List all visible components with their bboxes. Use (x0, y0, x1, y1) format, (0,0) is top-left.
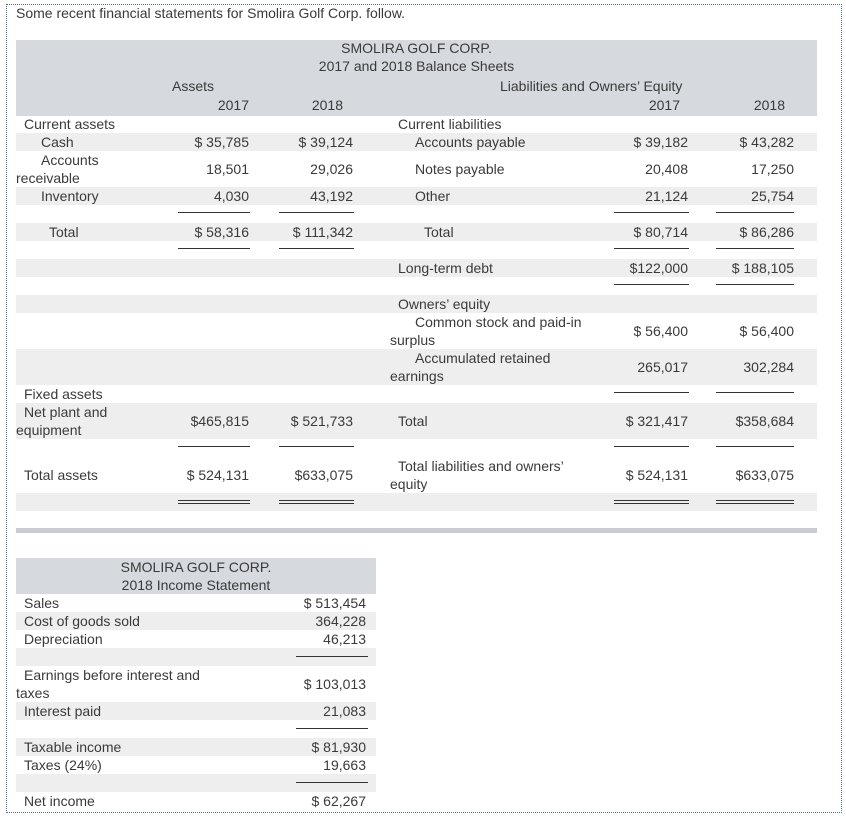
long-term-debt-2018: $ 188,105 (731, 260, 794, 276)
section-divider (16, 528, 817, 533)
cash-2018: $ 39,124 (298, 134, 353, 150)
accounts-receivable-label-2: receivable (16, 170, 80, 186)
notes-payable-label: Notes payable (415, 161, 505, 177)
current-liabilities-label: Current liabilities (398, 116, 502, 132)
sales-label: Sales (24, 595, 60, 611)
accounts-receivable-label-1: Accounts (41, 152, 99, 168)
current-assets-total-2018: $ 111,342 (292, 224, 353, 240)
net-plant-equipment-2018: $ 521,733 (290, 413, 353, 429)
balance-sheet-company: SMOLIRA GOLF CORP. (341, 40, 492, 56)
common-stock-2018: $ 56,400 (739, 323, 794, 339)
cash-2017: $ 35,785 (194, 134, 249, 150)
owners-equity-label: Owners’ equity (398, 296, 491, 312)
total-liabilities-equity-2018: $633,075 (735, 467, 794, 483)
total-assets-label: Total assets (24, 467, 98, 483)
inventory-label: Inventory (41, 188, 99, 204)
depreciation-value: 46,213 (323, 631, 366, 647)
common-stock-label-1: Common stock and paid-in (415, 314, 582, 330)
other-2017: 21,124 (645, 188, 688, 204)
liab-year-2018: 2018 (753, 97, 785, 113)
current-assets-label: Current assets (24, 116, 116, 132)
net-income-label: Net income (24, 793, 95, 809)
taxes-label: Taxes (24%) (24, 757, 102, 773)
total-liabilities-equity-label: Total liabilities and owners’ equity (390, 458, 564, 492)
current-liabilities-total-2017: $ 80,714 (633, 224, 688, 240)
other-label: Other (415, 188, 451, 204)
taxable-income-value: $ 81,930 (311, 739, 366, 755)
ebit-label: Earnings before interest and taxes (16, 667, 200, 701)
accounts-payable-label: Accounts payable (415, 134, 526, 150)
owners-equity-total-2018: $358,684 (735, 413, 794, 429)
current-assets-total-label: Total (49, 224, 79, 240)
long-term-debt-label: Long-term debt (398, 260, 493, 276)
retained-earnings-2017: 265,017 (637, 359, 688, 375)
owners-equity-total-2017: $ 321,417 (625, 413, 688, 429)
balance-sheet-title: 2017 and 2018 Balance Sheets (318, 58, 515, 74)
liab-year-2017: 2017 (648, 97, 680, 113)
accounts-payable-2018: $ 43,282 (739, 134, 794, 150)
retained-earnings-2018: 302,284 (743, 359, 794, 375)
intro-text: Some recent financial statements for Smolira Golf Corp. follow. (16, 5, 406, 21)
current-liabilities-total-label: Total (424, 224, 454, 240)
cash-label: Cash (41, 134, 74, 150)
assets-year-2018: 2018 (311, 97, 343, 113)
assets-header: Assets (172, 78, 215, 94)
common-stock-2017: $ 56,400 (633, 323, 688, 339)
current-liabilities-total-2018: $ 86,286 (739, 224, 794, 240)
income-statement-title: 2018 Income Statement (121, 577, 271, 593)
interest-label: Interest paid (24, 703, 102, 719)
owners-equity-total-label: Total (398, 413, 428, 429)
accounts-receivable-2018: 29,026 (310, 161, 353, 177)
notes-payable-2017: 20,408 (645, 161, 688, 177)
current-assets-total-2017: $ 58,316 (194, 224, 249, 240)
income-statement-company: SMOLIRA GOLF CORP. (120, 559, 272, 575)
liabilities-header: Liabilities and Owners’ Equity (500, 78, 683, 94)
accounts-receivable-2017: 18,501 (206, 161, 249, 177)
fixed-assets-label: Fixed assets (24, 386, 103, 402)
total-assets-2018: $633,075 (294, 467, 353, 483)
depreciation-label: Depreciation (24, 631, 103, 647)
long-term-debt-2017: $122,000 (629, 260, 688, 276)
net-income-value: $ 62,267 (311, 793, 366, 809)
total-assets-2017: $ 524,131 (186, 467, 249, 483)
inventory-2018: 43,192 (310, 188, 353, 204)
retained-earnings-label-2: earnings (390, 368, 444, 384)
net-plant-equipment-label: Net plant and equipment (16, 404, 108, 438)
interest-value: 21,083 (323, 703, 366, 719)
total-liabilities-equity-2017: $ 524,131 (625, 467, 688, 483)
inventory-2017: 4,030 (213, 188, 249, 204)
common-stock-label-2: surplus (390, 332, 436, 348)
taxable-income-label: Taxable income (24, 739, 122, 755)
notes-payable-2018: 17,250 (751, 161, 794, 177)
ebit-value: $ 103,013 (303, 676, 366, 692)
accounts-payable-2017: $ 39,182 (633, 134, 688, 150)
retained-earnings-label-1: Accumulated retained (415, 350, 551, 366)
cogs-label: Cost of goods sold (24, 613, 140, 629)
cogs-value: 364,228 (315, 613, 366, 629)
assets-year-2017: 2017 (217, 97, 249, 113)
taxes-value: 19,663 (323, 757, 366, 773)
net-plant-equipment-2017: $465,815 (190, 413, 249, 429)
sales-value: $ 513,454 (303, 595, 366, 611)
other-2018: 25,754 (751, 188, 794, 204)
